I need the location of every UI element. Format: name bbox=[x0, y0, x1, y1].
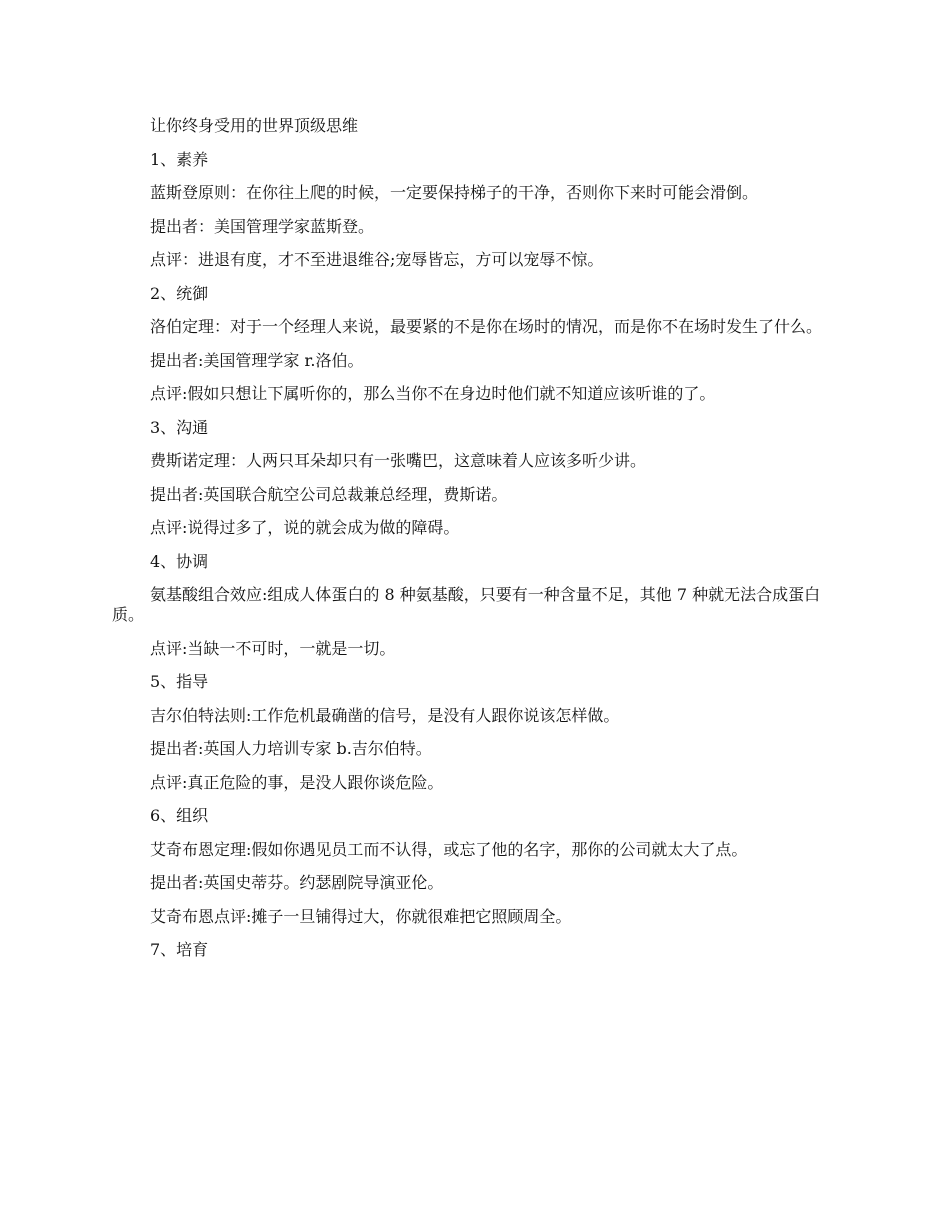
document-title: 让你终身受用的世界顶级思维 bbox=[150, 116, 359, 135]
section-heading-6: 6、组织 bbox=[150, 806, 209, 825]
comment-text: 点评:当缺一不可时，一就是一切。 bbox=[150, 638, 396, 658]
principle-text: 吉尔伯特法则:工作危机最确凿的信号，是没有人跟你说该怎样做。 bbox=[150, 705, 620, 725]
principle-text: 艾奇布恩定理:假如你遇见员工而不认得，或忘了他的名字，那你的公司就太大了点。 bbox=[150, 839, 748, 859]
document-body bbox=[112, 116, 842, 974]
section-heading-5: 5、指导 bbox=[150, 672, 209, 691]
proposer-text: 提出者:英国人力培训专家 b.吉尔伯特。 bbox=[150, 739, 432, 758]
principle-text: 费斯诺定理：人两只耳朵却只有一张嘴巴，这意味着人应该多听少讲。 bbox=[150, 451, 647, 470]
proposer-text: 提出者:英国联合航空公司总裁兼总经理，费斯诺。 bbox=[150, 484, 508, 504]
proposer-text: 提出者:英国史蒂芬。约瑟剧院导演亚伦。 bbox=[150, 873, 444, 892]
principle-text: 洛伯定理：对于一个经理人来说，最要紧的不是你在场时的情况，而是你不在场时发生了什么。 bbox=[150, 317, 823, 336]
section-heading-3: 3、沟通 bbox=[150, 417, 209, 437]
section-heading-7: 7、培育 bbox=[150, 940, 209, 959]
comment-text: 点评:真正危险的事，是没人跟你谈危险。 bbox=[150, 772, 444, 792]
section-heading-4: 4、协调 bbox=[150, 551, 209, 571]
proposer-text: 提出者：美国管理学家蓝斯登。 bbox=[150, 216, 375, 236]
comment-text: 点评：进退有度，才不至进退维谷;宠辱皆忘，方可以宠辱不惊。 bbox=[150, 250, 604, 269]
comment-text: 点评:假如只想让下属听你的，那么当你不在身边时他们就不知道应该听谁的了。 bbox=[150, 384, 716, 403]
proposer-text: 提出者:美国管理学家 r.洛伯。 bbox=[150, 350, 364, 370]
comment-text: 艾奇布恩点评:摊子一旦铺得过大，你就很难把它照顾周全。 bbox=[150, 906, 572, 926]
comment-text: 点评:说得过多了，说的就会成为做的障碍。 bbox=[150, 518, 460, 537]
section-heading-2: 2、统御 bbox=[150, 283, 209, 303]
principle-text: 蓝斯登原则：在你往上爬的时候，一定要保持梯子的干净，否则你下来时可能会滑倒。 bbox=[150, 183, 759, 202]
section-heading-1: 1、素养 bbox=[150, 149, 209, 169]
principle-text: 氨基酸组合效应:组成人体蛋白的 8 种氨基酸，只要有一种含量不足，其他 7 种就无法合成蛋白质。 bbox=[112, 585, 821, 624]
